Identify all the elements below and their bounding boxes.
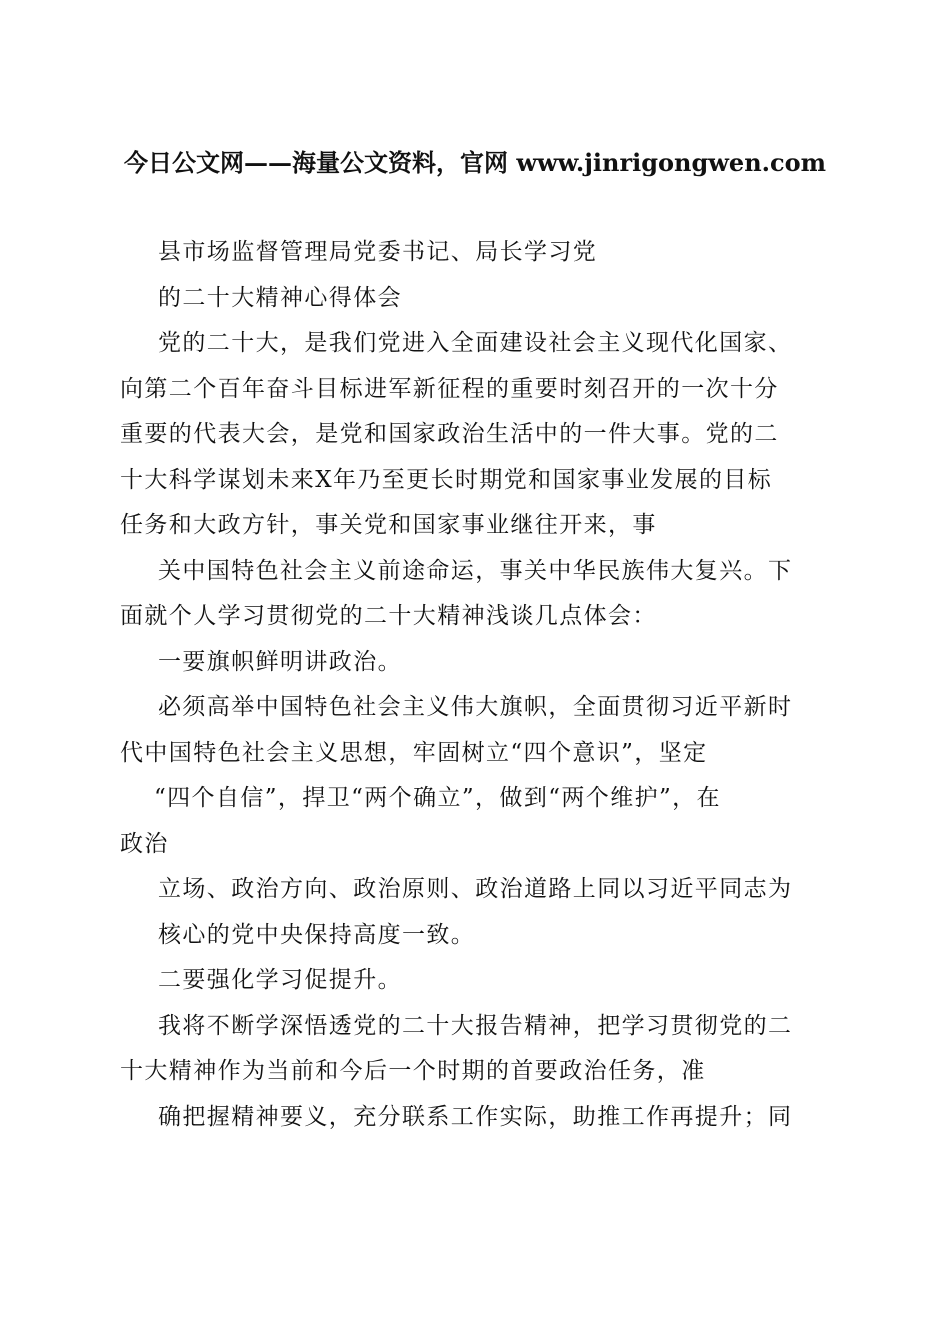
section-heading-1: 一要旗帜鲜明讲政治。 xyxy=(158,648,402,675)
paragraph-line: 代中国特色社会主义思想，牢固树立“四个意识”，坚定 xyxy=(120,739,708,766)
paragraph-line: “四个自信”，捍卫“两个确立”，做到“两个维护”，在 xyxy=(154,785,721,811)
paragraph-line: 党的二十大，是我们党进入全面建设社会主义现代化国家、 xyxy=(158,330,793,356)
paragraph-line: 关中国特色社会主义前途命运，事关中华民族伟大复兴。下 xyxy=(158,557,793,584)
paragraph-line: 向第二个百年奋斗目标进军新征程的重要时刻召开的一次十分 xyxy=(120,375,779,402)
paragraph-line: 我将不断学深悟透党的二十大报告精神，把学习贯彻党的二 xyxy=(158,1012,793,1039)
title-line-2: 的二十大精神心得体会 xyxy=(158,284,402,311)
section-heading-2: 二要强化学习促提升。 xyxy=(158,967,402,993)
document-body xyxy=(120,230,830,1140)
paragraph-line: 核心的党中央保持高度一致。 xyxy=(158,921,476,948)
paragraph-line: 政治 xyxy=(120,830,169,857)
site-header: 今日公文网——海量公文资料，官网 www.jinrigongwen.com xyxy=(123,148,827,177)
paragraph-line: 立场、政治方向、政治原则、政治道路上同以习近平同志为 xyxy=(158,876,793,902)
paragraph-line: 面就个人学习贯彻党的二十大精神浅谈几点体会： xyxy=(120,603,657,629)
paragraph-line: 重要的代表大会，是党和国家政治生活中的一件大事。党的二 xyxy=(120,421,779,447)
paragraph-line: 任务和大政方针，事关党和国家事业继往开来，事 xyxy=(120,512,657,538)
paragraph-line: 确把握精神要义，充分联系工作实际，助推工作再提升；同 xyxy=(158,1103,793,1130)
paragraph-line: 十大精神作为当前和今后一个时期的首要政治任务，准 xyxy=(120,1058,706,1084)
paragraph-line: 必须高举中国特色社会主义伟大旗帜，全面贯彻习近平新时 xyxy=(158,694,793,720)
title-line-1: 县市场监督管理局党委书记、局长学习党 xyxy=(158,239,598,265)
paragraph-line: 十大科学谋划未来X年乃至更长时期党和国家事业发展的目标 xyxy=(120,466,773,493)
